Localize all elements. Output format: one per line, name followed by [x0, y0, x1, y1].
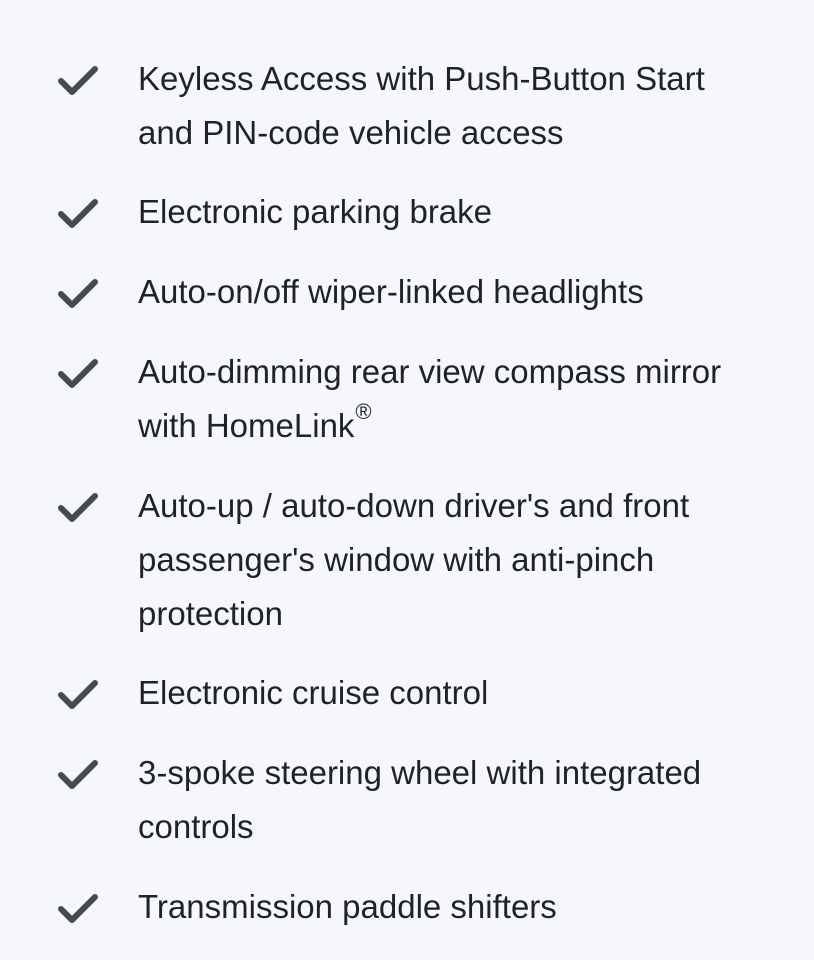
feature-text: Keyless Access with Push-Button Start and PIN-code vehicle access: [138, 60, 705, 151]
feature-text: Auto-up / auto-down driver's and front passenger's window with anti-pinch protection: [138, 487, 690, 632]
check-icon: [56, 678, 100, 712]
feature-text: Transmission paddle shifters: [138, 888, 557, 925]
check-icon: [56, 64, 100, 98]
registered-mark: ®: [355, 399, 372, 424]
feature-text: [138, 345, 768, 453]
check-icon: [56, 491, 100, 525]
check-icon: [56, 758, 100, 792]
feature-text: Electronic parking brake: [138, 193, 493, 230]
feature-text-main: Auto-dimming rear view compass mirror with HomeLink: [138, 353, 722, 444]
check-icon: [56, 357, 100, 391]
check-icon: [56, 277, 100, 311]
check-icon: [56, 892, 100, 926]
feature-text: Electronic cruise control: [138, 674, 489, 711]
check-icon: [56, 197, 100, 231]
feature-text: 3-spoke steering wheel with integrated controls: [138, 754, 702, 845]
feature-text: Auto-on/off wiper-linked headlights: [138, 273, 644, 310]
